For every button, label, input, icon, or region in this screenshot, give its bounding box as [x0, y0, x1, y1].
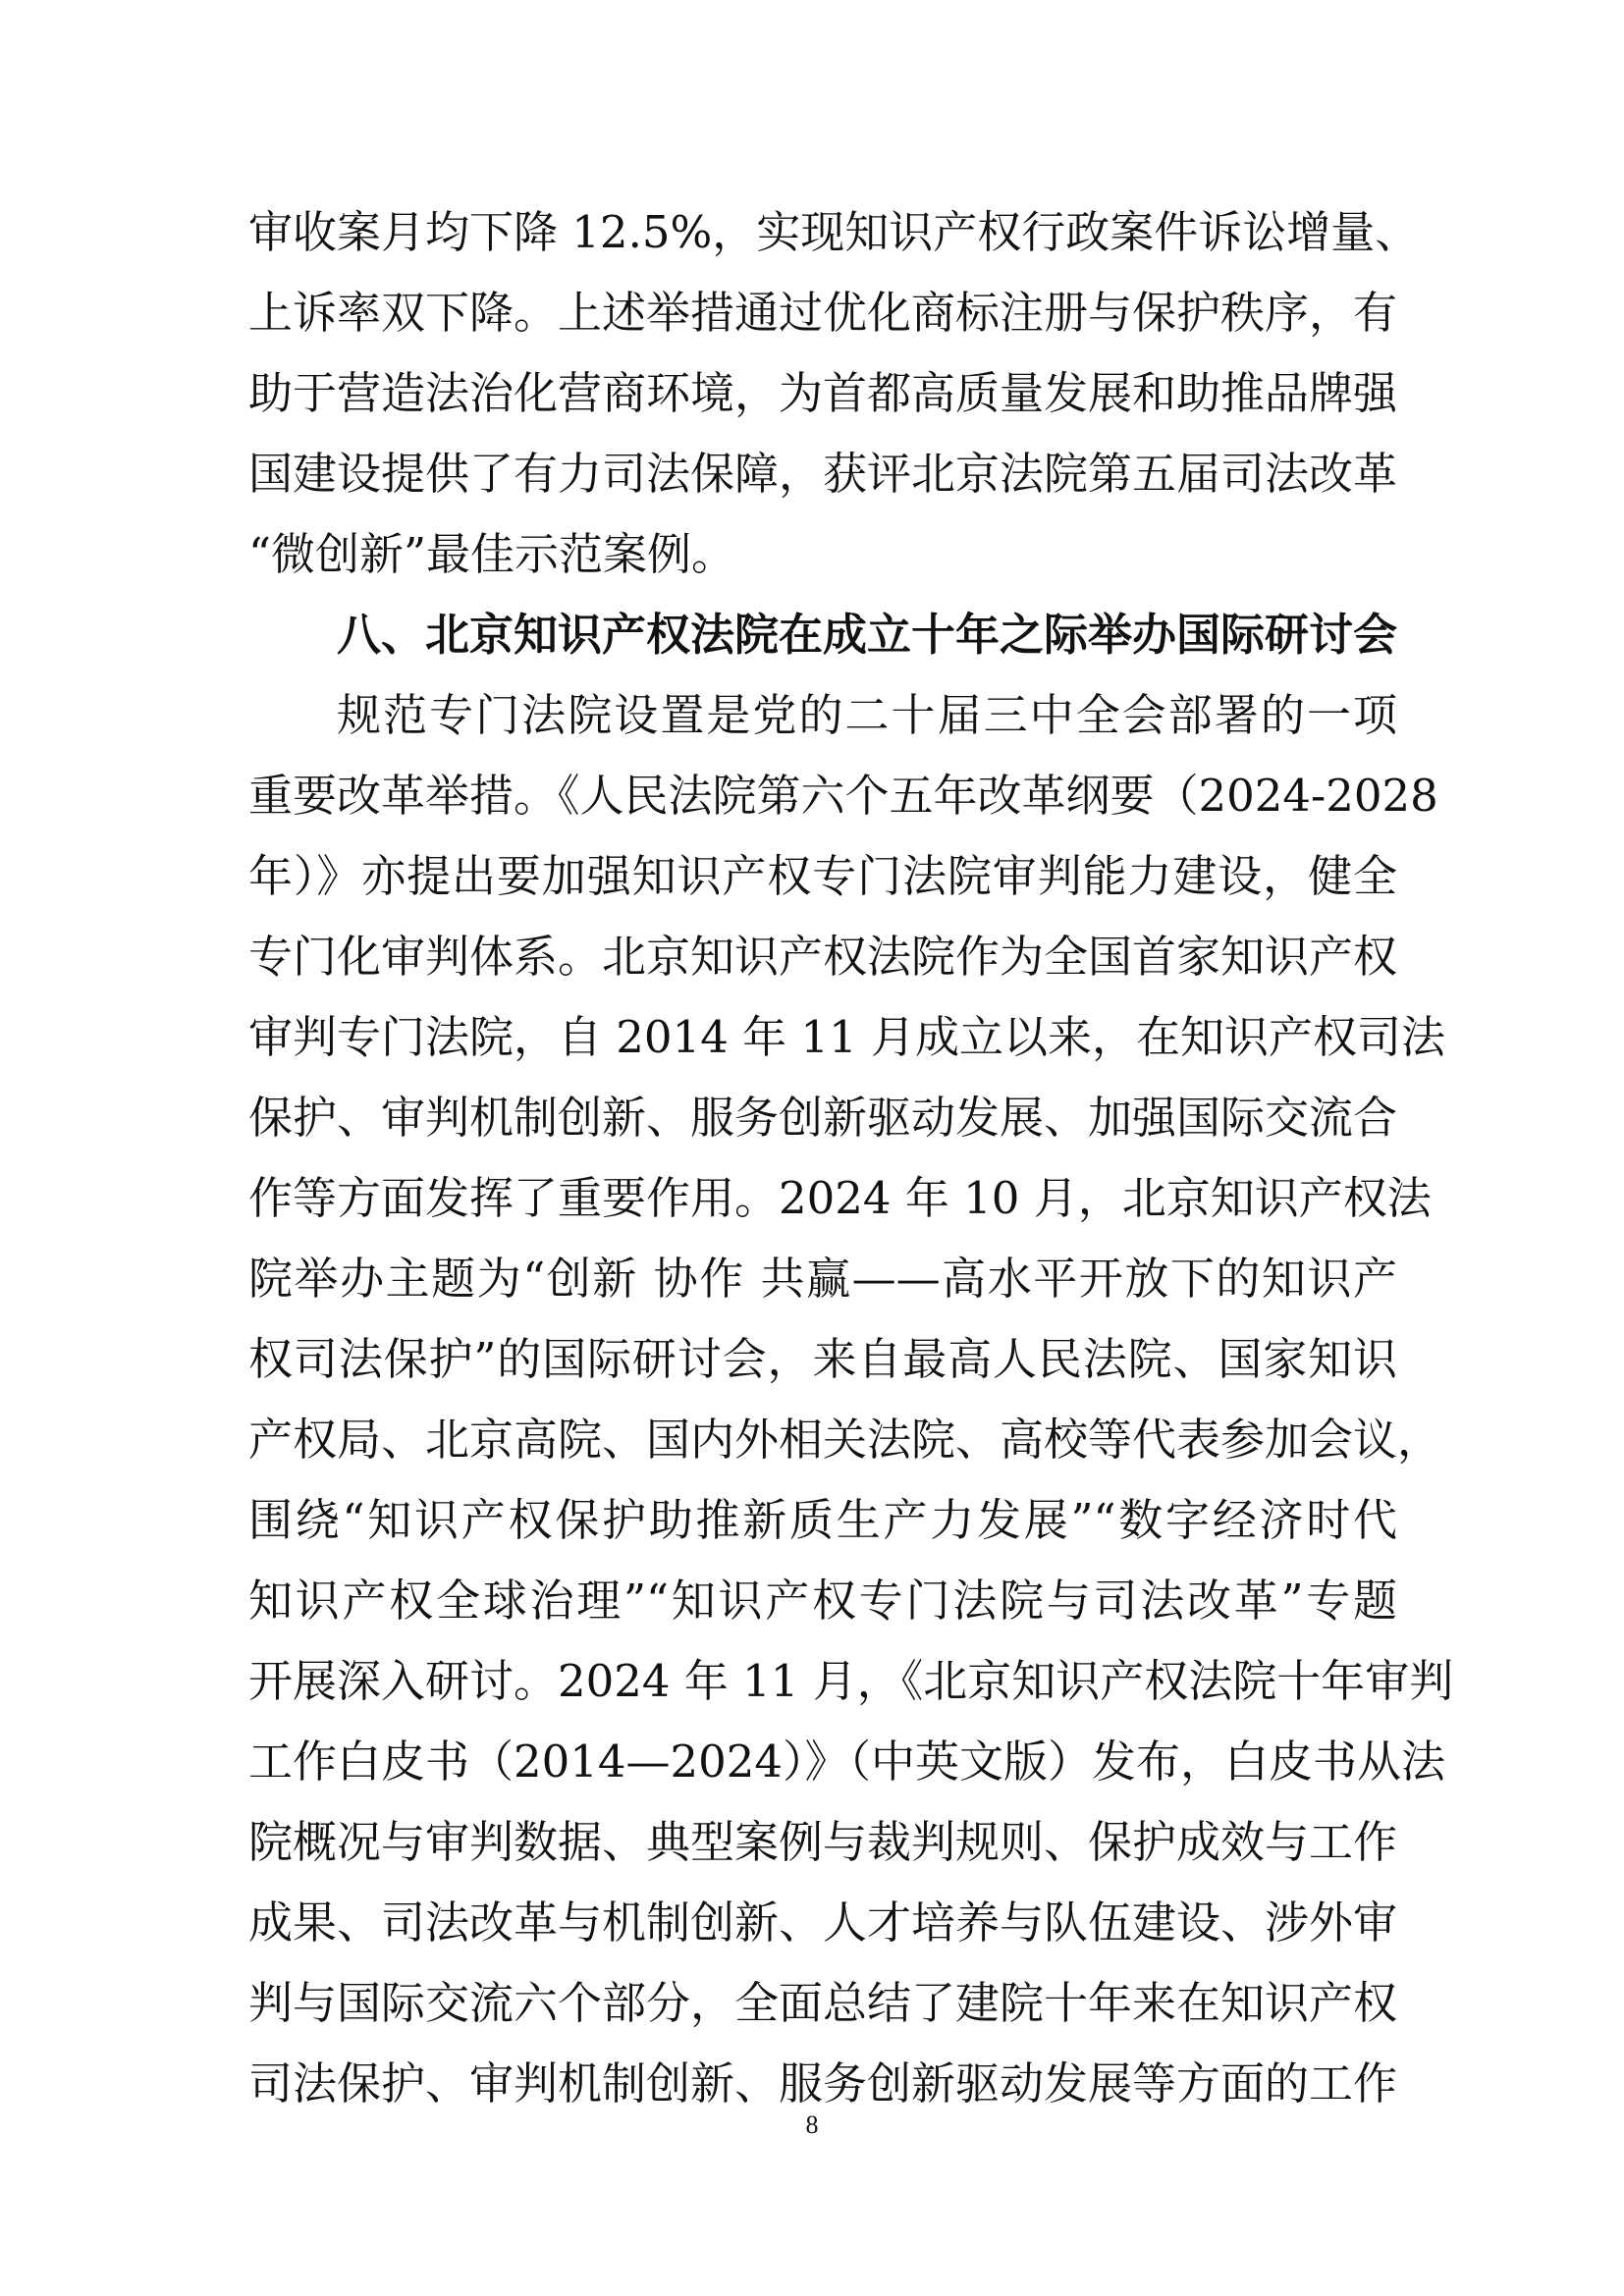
- paragraph-line: 工作白皮书（2014—2024）》（中英文版）发布，白皮书从法: [248, 1735, 1446, 1788]
- paragraph-line: 知识产权全球治理”“知识产权专门法院与司法改革”专题: [248, 1575, 1397, 1627]
- paragraph-line: 国建设提供了有力司法保障，获评北京法院第五届司法改革: [248, 448, 1398, 500]
- paragraph-line: 年）》亦提出要加强知识产权专门法院审判能力建设，健全: [248, 850, 1397, 902]
- paragraph-line: 成果、司法改革与机制创新、人才培养与队伍建设、涉外审: [248, 1896, 1398, 1949]
- paragraph-line: 权司法保护”的国际研讨会，来自最高人民法院、国家知识: [248, 1333, 1397, 1385]
- paragraph-line: 保护、审判机制创新、服务创新驱动发展、加强国际交流合: [248, 1092, 1398, 1144]
- paragraph-line: 助于营造法治化营商环境，为首都高质量发展和助推品牌强: [248, 367, 1398, 419]
- page-number: 8: [805, 2110, 819, 2139]
- paragraph-line: 审收案月均下降 12.5%，实现知识产权行政案件诉讼增量、: [248, 206, 1420, 258]
- paragraph-line: 院举办主题为“创新 协作 共赢——高水平开放下的知识产: [248, 1253, 1397, 1305]
- paragraph-line: “微创新”最佳示范案例。: [248, 528, 736, 580]
- paragraph-line: 院概况与审判数据、典型案例与裁判规则、保护成效与工作: [248, 1816, 1398, 1868]
- paragraph-line: 重要改革举措。《人民法院第六个五年改革纲要（2024-2028: [248, 770, 1438, 822]
- paragraph-line: 专门化审判体系。北京知识产权法院作为全国首家知识产权: [248, 931, 1398, 983]
- paragraph-line: 司法保护、审判机制创新、服务创新驱动发展等方面的工作: [248, 2057, 1398, 2109]
- paragraph-line: 审判专门法院，自 2014 年 11 月成立以来，在知识产权司法: [248, 1011, 1446, 1063]
- section-heading: 八、北京知识产权法院在成立十年之际举办国际研讨会: [337, 609, 1398, 661]
- paragraph-line: 作等方面发挥了重要作用。2024 年 10 月，北京知识产权法: [248, 1172, 1432, 1224]
- paragraph-line: 判与国际交流六个部分，全面总结了建院十年来在知识产权: [248, 1977, 1398, 2029]
- paragraph-line: 规范专门法院设置是党的二十届三中全会部署的一项: [337, 689, 1397, 741]
- paragraph-line: 围绕“知识产权保护助推新质生产力发展”“数字经济时代: [248, 1494, 1397, 1546]
- paragraph-line: 产权局、北京高院、国内外相关法院、高校等代表参加会议，: [248, 1414, 1442, 1466]
- paragraph-line: 开展深入研讨。2024 年 11 月，《北京知识产权法院十年审判: [248, 1655, 1454, 1707]
- paragraph-line: 上诉率双下降。上述举措通过优化商标注册与保护秩序，有: [248, 287, 1398, 339]
